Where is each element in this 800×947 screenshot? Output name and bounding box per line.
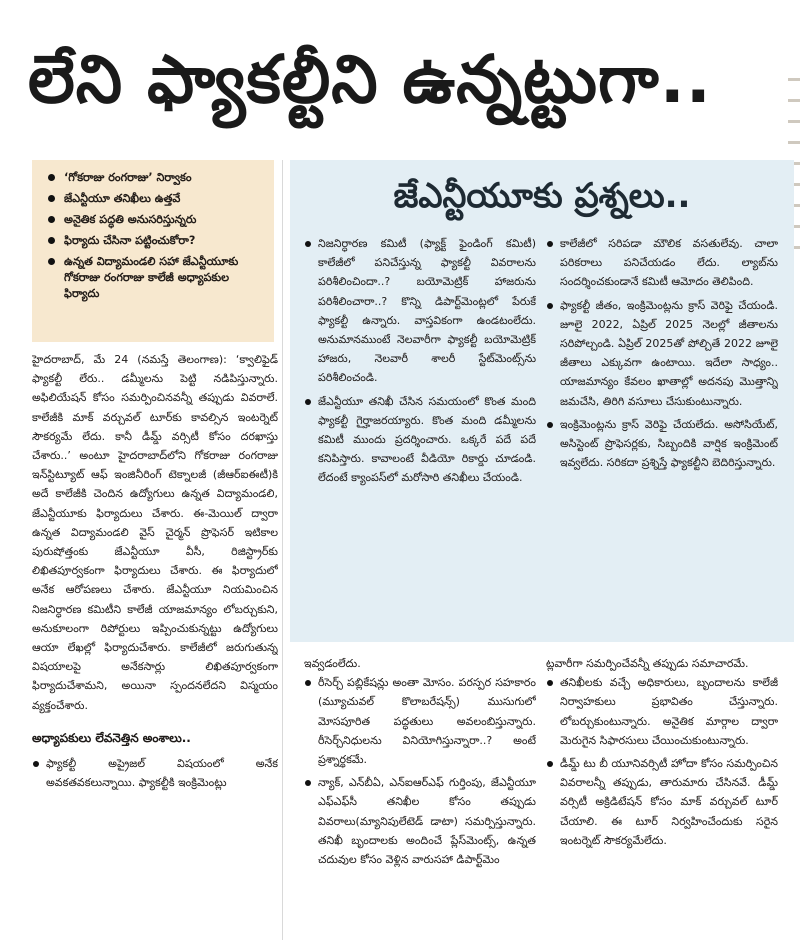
highlights-list [46, 170, 266, 302]
point-item: డీమ్డ్ టు బీ యూనివర్సిటీ హోదా కోసం సమర్పించిన వివరాలన్నీ తప్పుడు, తారుమారు చేసినవే. డీమ్డ్ వర్సిటీ అక్రిడిటేషన్ కోసం మాక్ వర్చువల్ టూర్ చేయాలి. ఈ టూర్ నిర్వహించేందుకు సరైన ఇంటర్నెట్ సౌకర్యమేలేదు. [546, 754, 778, 850]
points-column-right [546, 654, 778, 944]
story-column [32, 350, 278, 940]
questions-column-2 [546, 234, 778, 634]
point-item: తనిఖీలకు వచ్చే అధికారులు, బృందాలను కాలేజీ నిర్వాహకులు ప్రభావితం చేస్తున్నారు. లోబర్చుకుంటున్నారు. అనైతిక మార్గాల ద్వారా మెరుగైన సిఫారసులు చేయించుకుంటున్నారు. [546, 673, 778, 750]
column-divider [282, 160, 283, 940]
story-points [32, 754, 278, 792]
points-lead: ట్లవారీగా సమర్పించేవన్నీ తప్పుడు సమాచారమే. [546, 657, 749, 670]
highlight-item: ఫిర్యాదు చేసినా పట్టించుకోరా? [46, 233, 266, 249]
story-subhead: అధ్యాపకులు లేవనెత్తిన అంశాలు.. [32, 730, 191, 745]
highlight-item: ‘గోకరాజు రంగరాజు’ నిర్వాకం [46, 170, 266, 186]
question-item: ఫ్యాకల్టీ జీతం, ఇంక్రిమెంట్లను క్రాస్ వెరిఫై చేయండి. జూలై 2022, ఏప్రిల్ 2025 నెలల్లో జీతాలను సరిపోల్చండి. ఏప్రిల్ 2025తో పోల్చితే 2022 జూలై జీతాలు ఎక్కువగా ఉంటాయి. ఇదేలా సాధ్యం.. యాజమాన్యం కేవలం ఖాతాల్లో అదనపు మొత్తాన్ని జమచేసి, తిరిగి వసూలు చేసుకుంటున్నారు. [546, 296, 778, 411]
highlight-item: జేఎన్టీయూ తనిఖీలు ఉత్తవే [46, 191, 266, 207]
highlight-item: అనైతిక పద్ధతి అనుసరిస్తున్నరు [46, 212, 266, 228]
headline: లేని ఫ్యాకల్టీని ఉన్నట్టుగా.. [28, 41, 712, 118]
question-item: జేఎన్టీయూ తనిఖీ చేసిన సమయంలో కొంత మంది ఫ్యాకల్టీ గైర్హాజరయ్యారు. కొంత మంది డమ్మీలను కమిటీ ముందు ప్రదర్శించారు. ఒక్కరే పదే పదే కనిపిస్తారు. కావాలంటే వీడియో రికార్డు చూడండి. లేదంటే క్యాంపస్‌లో మరోసారి తనిఖీలు చేయండి. [304, 392, 536, 488]
point-item: న్యాక్, ఎన్‌బీఏ, ఎన్ఐఆర్ఎఫ్ గుర్తింపు, జేఎన్టీయూ ఎఫ్ఎఫ్‌సీ తనిఖీల కోసం తప్పుడు వివరాలు(మ్యానిపులేటెడ్ డాటా) సమర్పిస్తున్నారు. తనిఖీ బృందాలకు అందించే ప్లేస్‌మెంట్స్, ఉన్నత చదువుల కోసం వెళ్లిన వారుసహా డిపార్ట్‌మెం [304, 773, 536, 869]
questions-title: జేఎన్టీయూకు ప్రశ్నలు.. [393, 176, 691, 216]
points-lead: ఇవ్వడంలేదు. [304, 657, 361, 670]
highlights-box [32, 160, 274, 342]
points-column-mid [304, 654, 536, 944]
highlight-item: ఉన్నత విద్యామండలి సహా జేఎన్టీయూకు గోకరాజు రంగరాజు కాలేజీ అధ్యాపకుల ఫిర్యాదు [46, 254, 266, 302]
point-item: రీసెర్చ్ పబ్లికేషన్లు అంతా మోసం. పరస్పర సహకారం (మ్యూచువల్ కొలాబరేషన్స్) ముసుగులో మోసపూరిత పద్ధతులు అవలంబిస్తున్నారు. రీసెర్చ్‌నిధులను వినియోగిస్తున్నారా..? అంటే ప్రశ్నార్థకమే. [304, 673, 536, 769]
question-item: కాలేజీలో సరిపడా మౌలిక వసతులేవు. చాలా పరికరాలు పనిచేయడం లేదు. ల్యాబ్‌ను సందర్శించకుండానే కమిటీ ఆమోదం తెలిపింది. [546, 234, 778, 292]
questions-column-1 [304, 234, 536, 634]
story-body: హైదరాబాద్, మే 24 (నమస్తే తెలంగాణ): ‘క్వాలిఫైడ్ ఫ్యాకల్టీ లేరు.. డమ్మీలను పెట్టి నడిపిస్తున్నారు. అఫిలియేషన్ కోసం సమర్పించినవన్నీ తప్పుడు వివరాలే. కాలేజీకి మాక్ వర్చువల్ టూర్‌కు కావల్సిన ఇంటర్నెట్ సౌకర్యమే లేదు. కానీ డీమ్డ్ వర్సిటీ కోసం దరఖాస్తు చేశారు..’ అంటూ హైదరాబాద్‌లోని గోకరాజు రంగరాజు ఇన్‌స్టిట్యూట్ ఆఫ్ ఇంజినీరింగ్ టెక్నాలజీ (జీఆర్ఐఈటీ)కి అదే కాలేజీకి చెందిన ఉద్యోగులు ఉన్నత విద్యామండలి, జేఎన్టీయూకు ఫిర్యాదులు చేశారు. ఈ-మెయిల్ ద్వారా ఉన్నత విద్యామండలి వైస్ చైర్మన్ ప్రొఫెసర్ ఇటికాల పురుషోత్తంకు జేఎన్టీయూ వీసీ, రిజిస్ట్రార్‌కు లిఖితపూర్వకంగా ఫిర్యాదులు చేశారు. ఈ ఫిర్యాదులో అనేక ఆరోపణలు చేశారు. జేఎన్టీయూ నియమించిన నిజనిర్ధారణ కమిటీని కాలేజీ యాజమాన్యం లోబర్చుకుని, అనుకూలంగా రిపోర్టులు ఇప్పించుకున్నట్టు ఉద్యోగులు ఆయా లేఖల్లో ఫిర్యాదుచేశారు. కాలేజీలో జరుగుతున్న విషయాలపై అనేకసార్లు లిఖితపూర్వకంగా ఫిర్యాదుచేశామని, అయినా స్పందనలేదని విస్మయం వ్యక్తంచేశారు. [32, 353, 278, 712]
question-item: ఇంక్రిమెంట్లను క్రాస్ వెరిఫై చేయలేదు. అసోసియేట్, అసిస్టెంట్ ప్రొఫెసర్లకు, సిబ్బందికి వార్షిక ఇంక్రిమెంట్ ఇవ్వలేదు. సరికదా ప్రశ్నిస్తే ఫ్యాకల్టీని బెదిరిస్తున్నారు. [546, 415, 778, 473]
questions-box [290, 160, 794, 642]
question-item: నిజనిర్ధారణ కమిటీ (ఫ్యాక్ట్ ఫైండింగ్ కమిటీ) కాలేజీలో పనిచేస్తున్న ఫ్యాకల్టీ వివరాలను పరిశీలించిందా..? బయోమెట్రిక్ హాజరును పరిశీలించారా..? కొన్ని డిపార్ట్‌మెంట్లలో పేరుకే ఫ్యాకల్టీ ఉన్నారు. వాస్తవికంగా ఉండటంలేదు. అనుమానముంటే నెలవారీగా ఫ్యాకల్టీ బయోమెట్రిక్ హాజరు, నెలవారీ శాలరీ స్టేట్‌మెంట్స్‌ను పరిశీలించండి. [304, 234, 536, 388]
story-point: ఫ్యాకల్టీ అప్రైజల్ విషయంలో అనేక అవకతవకలున్నాయి. ఫ్యాకల్టీకి ఇంక్రిమెంట్లు [32, 754, 278, 792]
